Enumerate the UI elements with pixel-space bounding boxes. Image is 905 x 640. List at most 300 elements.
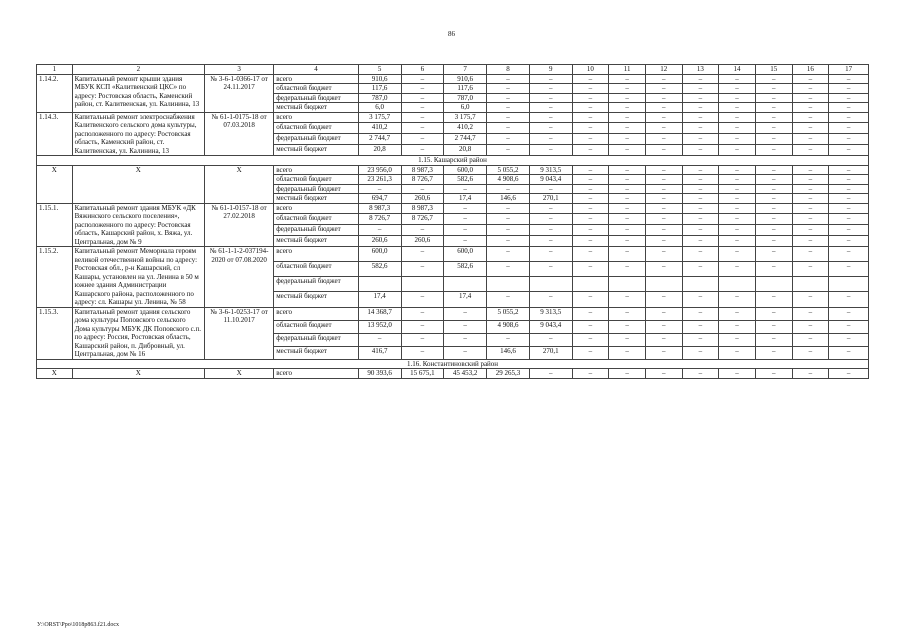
value-cell: – <box>755 123 792 134</box>
value-cell: 410,2 <box>444 123 487 134</box>
value-cell: – <box>719 307 756 320</box>
column-number: 3 <box>205 65 274 75</box>
value-cell: – <box>682 74 719 84</box>
value-cell: – <box>645 292 682 307</box>
value-cell: 260,6 <box>401 236 444 247</box>
value-cell: – <box>719 247 756 262</box>
funding-source: федеральный бюджет <box>274 333 359 346</box>
funding-source: федеральный бюджет <box>274 184 359 194</box>
value-cell: – <box>719 184 756 194</box>
funding-source: областной бюджет <box>274 214 359 225</box>
value-cell: – <box>529 93 572 103</box>
value-cell: – <box>792 203 829 214</box>
value-cell: – <box>401 112 444 123</box>
value-cell: 117,6 <box>358 84 401 94</box>
item-name: Капитальный ремонт крыши здания МБУК КСП «Калитвенский ЦКС» по адресу: Ростовская область, Каменский район, ст. Калитвенская, ул. Калинина, 13 <box>72 74 204 112</box>
value-cell: – <box>444 184 487 194</box>
value-cell: – <box>487 236 530 247</box>
value-cell: 6,0 <box>358 103 401 113</box>
value-cell: – <box>755 103 792 113</box>
value-cell: 8 987,3 <box>358 203 401 214</box>
item-name: Х <box>72 369 204 379</box>
value-cell: 6,0 <box>444 103 487 113</box>
value-cell: – <box>487 214 530 225</box>
value-cell: – <box>682 333 719 346</box>
value-cell: – <box>682 184 719 194</box>
value-cell: – <box>487 292 530 307</box>
value-cell: – <box>682 369 719 379</box>
value-cell: – <box>829 307 869 320</box>
value-cell: – <box>609 103 646 113</box>
value-cell: – <box>609 292 646 307</box>
value-cell: – <box>609 134 646 145</box>
item-name: Капитальный ремонт здания сельского дома культуры Поповского сельского Дома культуры МБУК ДК Поповского с.п. по адресу: Россия, Ростовская область, Кашарский район, п. Дибровный, ул. Центральная, дом № 16 <box>72 307 204 359</box>
value-cell: – <box>682 225 719 236</box>
value-cell: – <box>487 145 530 156</box>
value-cell: – <box>829 194 869 204</box>
value-cell: – <box>755 175 792 185</box>
value-cell <box>401 277 444 292</box>
value-cell: – <box>645 225 682 236</box>
value-cell: – <box>609 194 646 204</box>
value-cell: – <box>645 134 682 145</box>
value-cell: – <box>529 112 572 123</box>
item-number: 1.15.3. <box>37 307 73 359</box>
value-cell: – <box>829 225 869 236</box>
value-cell: – <box>755 320 792 333</box>
value-cell: – <box>792 346 829 359</box>
value-cell: – <box>358 184 401 194</box>
value-cell: – <box>358 333 401 346</box>
value-cell: – <box>682 134 719 145</box>
value-cell: 90 393,6 <box>358 369 401 379</box>
value-cell: – <box>755 134 792 145</box>
item-name: Капитальный ремонт электроснабжения Калитвенского сельского дома культуры, расположенного по адресу: Ростовская область, Каменский район, ст. Калитвенская, ул. Калинина, 13 <box>72 112 204 156</box>
value-cell: – <box>755 165 792 175</box>
value-cell: – <box>792 145 829 156</box>
funding-source: областной бюджет <box>274 175 359 185</box>
value-cell: 410,2 <box>358 123 401 134</box>
value-cell <box>444 277 487 292</box>
column-number: 14 <box>719 65 756 75</box>
value-cell: – <box>829 74 869 84</box>
value-cell: – <box>645 320 682 333</box>
value-cell: – <box>792 165 829 175</box>
value-cell: – <box>444 203 487 214</box>
funding-source: областной бюджет <box>274 262 359 277</box>
value-cell: 8 726,7 <box>401 175 444 185</box>
value-cell: – <box>755 112 792 123</box>
value-cell: – <box>645 145 682 156</box>
value-cell: – <box>401 145 444 156</box>
column-number: 5 <box>358 65 401 75</box>
value-cell: – <box>609 123 646 134</box>
value-cell: – <box>792 175 829 185</box>
value-cell: – <box>572 203 609 214</box>
value-cell: – <box>719 214 756 225</box>
value-cell: – <box>682 194 719 204</box>
funding-source: местный бюджет <box>274 346 359 359</box>
column-number: 16 <box>792 65 829 75</box>
value-cell: – <box>829 262 869 277</box>
value-cell: 45 453,2 <box>444 369 487 379</box>
value-cell: – <box>645 103 682 113</box>
value-cell: – <box>682 112 719 123</box>
value-cell: – <box>487 333 530 346</box>
funding-source: всего <box>274 112 359 123</box>
value-cell: 582,6 <box>444 262 487 277</box>
item-number: 1.15.2. <box>37 247 73 308</box>
funding-source: местный бюджет <box>274 194 359 204</box>
value-cell: – <box>719 93 756 103</box>
value-cell: – <box>755 346 792 359</box>
section-title: 1.16. Константиновский район <box>37 359 869 369</box>
value-cell: – <box>792 194 829 204</box>
funding-source: местный бюджет <box>274 236 359 247</box>
value-cell: – <box>682 236 719 247</box>
value-cell: – <box>401 262 444 277</box>
value-cell: – <box>719 74 756 84</box>
value-cell: – <box>572 333 609 346</box>
value-cell: – <box>487 93 530 103</box>
value-cell: – <box>645 84 682 94</box>
value-cell: – <box>829 214 869 225</box>
value-cell: – <box>645 93 682 103</box>
value-cell: – <box>682 145 719 156</box>
value-cell: 2 744,7 <box>444 134 487 145</box>
section-row <box>37 156 869 166</box>
value-cell: – <box>572 93 609 103</box>
value-cell: – <box>645 236 682 247</box>
value-cell: – <box>572 184 609 194</box>
value-cell: – <box>444 225 487 236</box>
value-cell: 17,4 <box>444 194 487 204</box>
value-cell: 2 744,7 <box>358 134 401 145</box>
value-cell: – <box>755 236 792 247</box>
item-name: Капитальный ремонт Мемориала героям великой отечественной войны по адресу: Ростовская обл., р-н Кашарский, сл Кашары, установлен на ул. Ленина в 50 м южнее здания Администрации Кашарского района, расположенного по адресу: сл. Кашары ул. Ленина, № 58 <box>72 247 204 308</box>
value-cell: – <box>645 123 682 134</box>
value-cell: – <box>755 194 792 204</box>
value-cell: – <box>609 175 646 185</box>
value-cell: – <box>645 346 682 359</box>
value-cell: – <box>609 262 646 277</box>
value-cell: – <box>572 145 609 156</box>
value-cell: – <box>645 184 682 194</box>
value-cell: 260,6 <box>358 236 401 247</box>
value-cell: – <box>609 333 646 346</box>
value-cell: – <box>645 214 682 225</box>
value-cell <box>529 277 572 292</box>
value-cell <box>358 277 401 292</box>
value-cell: 3 175,7 <box>358 112 401 123</box>
value-cell: – <box>755 307 792 320</box>
value-cell: – <box>755 145 792 156</box>
value-cell: 416,7 <box>358 346 401 359</box>
value-cell: – <box>792 103 829 113</box>
value-cell: – <box>829 333 869 346</box>
value-cell: – <box>645 203 682 214</box>
value-cell: – <box>755 262 792 277</box>
value-cell: – <box>682 123 719 134</box>
value-cell: – <box>792 333 829 346</box>
value-cell: – <box>487 123 530 134</box>
value-cell: 9 043,4 <box>529 320 572 333</box>
value-cell: – <box>401 247 444 262</box>
value-cell: 14 368,7 <box>358 307 401 320</box>
value-cell: – <box>487 184 530 194</box>
page-number: 86 <box>448 30 455 38</box>
value-cell <box>487 277 530 292</box>
value-cell: – <box>572 84 609 94</box>
value-cell: – <box>829 292 869 307</box>
value-cell: – <box>529 134 572 145</box>
value-cell: – <box>609 84 646 94</box>
value-cell: – <box>529 184 572 194</box>
item-name: Капитальный ремонт здания МБУК «ДК Вяжинского сельского поселения», расположенного по адресу: Ростовская область, Кашарский район, х. Вяжа, ул. Центральная, дом № 9 <box>72 203 204 247</box>
value-cell: – <box>609 225 646 236</box>
funding-source: федеральный бюджет <box>274 134 359 145</box>
value-cell: – <box>719 346 756 359</box>
funding-source: федеральный бюджет <box>274 225 359 236</box>
value-cell: 17,4 <box>444 292 487 307</box>
value-cell: – <box>682 346 719 359</box>
value-cell: – <box>645 194 682 204</box>
value-cell: – <box>719 112 756 123</box>
value-cell: – <box>829 145 869 156</box>
item-number: Х <box>37 165 73 203</box>
value-cell: – <box>719 194 756 204</box>
value-cell: – <box>572 346 609 359</box>
table-row <box>37 74 869 84</box>
value-cell: – <box>444 236 487 247</box>
value-cell: – <box>401 320 444 333</box>
value-cell: – <box>401 346 444 359</box>
value-cell: – <box>829 346 869 359</box>
value-cell <box>719 277 756 292</box>
value-cell: 8 987,3 <box>401 203 444 214</box>
value-cell: – <box>529 247 572 262</box>
column-number: 8 <box>487 65 530 75</box>
item-document: № 3-6-1-0366-17 от 24.11.2017 <box>205 74 274 112</box>
table-row <box>37 203 869 214</box>
value-cell: – <box>645 112 682 123</box>
item-document: № 3-6-1-0253-17 от 11.10.2017 <box>205 307 274 359</box>
value-cell: – <box>829 165 869 175</box>
value-cell: 146,6 <box>487 346 530 359</box>
value-cell: – <box>792 112 829 123</box>
item-document: Х <box>205 165 274 203</box>
value-cell: – <box>829 134 869 145</box>
funding-source: всего <box>274 247 359 262</box>
value-cell: – <box>572 262 609 277</box>
column-number: 17 <box>829 65 869 75</box>
value-cell: – <box>572 165 609 175</box>
value-cell <box>792 277 829 292</box>
value-cell: 23 956,0 <box>358 165 401 175</box>
funding-source: областной бюджет <box>274 123 359 134</box>
value-cell: – <box>529 74 572 84</box>
value-cell: – <box>529 225 572 236</box>
value-cell: – <box>609 145 646 156</box>
value-cell: – <box>401 93 444 103</box>
value-cell: 8 726,7 <box>358 214 401 225</box>
value-cell <box>682 277 719 292</box>
column-number: 12 <box>645 65 682 75</box>
value-cell: – <box>572 307 609 320</box>
value-cell: – <box>755 93 792 103</box>
value-cell: – <box>829 203 869 214</box>
value-cell: 4 908,6 <box>487 320 530 333</box>
value-cell: – <box>572 103 609 113</box>
column-number: 4 <box>274 65 359 75</box>
funding-source: местный бюджет <box>274 292 359 307</box>
item-number: 1.14.2. <box>37 74 73 112</box>
table-row <box>37 307 869 320</box>
value-cell <box>829 277 869 292</box>
value-cell: – <box>829 103 869 113</box>
value-cell: – <box>792 247 829 262</box>
value-cell: – <box>719 369 756 379</box>
value-cell: – <box>609 247 646 262</box>
value-cell: – <box>401 134 444 145</box>
column-number: 7 <box>444 65 487 75</box>
value-cell: – <box>829 236 869 247</box>
value-cell: – <box>792 134 829 145</box>
funding-source: местный бюджет <box>274 103 359 113</box>
value-cell: 29 265,3 <box>487 369 530 379</box>
value-cell: – <box>682 307 719 320</box>
table-row <box>37 112 869 123</box>
value-cell: – <box>829 123 869 134</box>
value-cell: – <box>529 103 572 113</box>
value-cell: 270,1 <box>529 194 572 204</box>
value-cell: – <box>829 369 869 379</box>
value-cell: – <box>719 203 756 214</box>
value-cell: 260,6 <box>401 194 444 204</box>
value-cell: – <box>645 307 682 320</box>
value-cell: – <box>645 247 682 262</box>
value-cell: 787,0 <box>444 93 487 103</box>
table-row <box>37 165 869 175</box>
value-cell: – <box>755 84 792 94</box>
value-cell: – <box>719 84 756 94</box>
value-cell: – <box>444 346 487 359</box>
value-cell: – <box>358 225 401 236</box>
value-cell: – <box>609 307 646 320</box>
value-cell: 4 908,6 <box>487 175 530 185</box>
value-cell: – <box>682 175 719 185</box>
value-cell: – <box>755 214 792 225</box>
value-cell: – <box>645 74 682 84</box>
value-cell: – <box>682 292 719 307</box>
funding-source: всего <box>274 369 359 379</box>
value-cell: – <box>572 175 609 185</box>
value-cell: – <box>829 112 869 123</box>
value-cell: – <box>792 307 829 320</box>
value-cell: 5 055,2 <box>487 307 530 320</box>
item-document: № 61-1-0175-18 от 07.03.2018 <box>205 112 274 156</box>
value-cell: – <box>609 346 646 359</box>
value-cell: – <box>829 84 869 94</box>
column-number: 6 <box>401 65 444 75</box>
value-cell: – <box>401 307 444 320</box>
value-cell <box>645 277 682 292</box>
value-cell: – <box>792 84 829 94</box>
value-cell: – <box>792 292 829 307</box>
item-number: Х <box>37 369 73 379</box>
value-cell: – <box>792 184 829 194</box>
value-cell <box>572 277 609 292</box>
table-row <box>37 247 869 262</box>
footer-path: У:\ORST\Ppo\1018p863.f21.docx <box>37 622 120 628</box>
value-cell: 600,0 <box>358 247 401 262</box>
value-cell: – <box>609 203 646 214</box>
value-cell: – <box>572 214 609 225</box>
value-cell: 3 175,7 <box>444 112 487 123</box>
value-cell: – <box>529 333 572 346</box>
value-cell: 787,0 <box>358 93 401 103</box>
column-number: 1 <box>37 65 73 75</box>
value-cell: – <box>529 123 572 134</box>
value-cell: – <box>572 123 609 134</box>
value-cell: – <box>682 214 719 225</box>
value-cell: 910,6 <box>358 74 401 84</box>
value-cell: – <box>487 84 530 94</box>
column-number: 2 <box>72 65 204 75</box>
value-cell: – <box>792 123 829 134</box>
value-cell: – <box>719 134 756 145</box>
item-document: № 61-1-0157-18 от 27.02.2018 <box>205 203 274 247</box>
value-cell: – <box>755 292 792 307</box>
value-cell: – <box>682 93 719 103</box>
value-cell: 5 055,2 <box>487 165 530 175</box>
value-cell: – <box>792 93 829 103</box>
value-cell: – <box>829 93 869 103</box>
value-cell: – <box>719 103 756 113</box>
funding-source: федеральный бюджет <box>274 277 359 292</box>
column-number: 13 <box>682 65 719 75</box>
funding-source: всего <box>274 74 359 84</box>
value-cell: 117,6 <box>444 84 487 94</box>
value-cell: 146,6 <box>487 194 530 204</box>
value-cell: – <box>529 214 572 225</box>
value-cell: 17,4 <box>358 292 401 307</box>
value-cell: – <box>719 333 756 346</box>
section-title: 1.15. Кашарский район <box>37 156 869 166</box>
value-cell: – <box>829 184 869 194</box>
value-cell: 600,0 <box>444 247 487 262</box>
value-cell: – <box>609 369 646 379</box>
value-cell: – <box>609 112 646 123</box>
item-name: Х <box>72 165 204 203</box>
value-cell: – <box>719 175 756 185</box>
value-cell: – <box>755 184 792 194</box>
funding-source: местный бюджет <box>274 145 359 156</box>
value-cell: – <box>755 203 792 214</box>
value-cell: – <box>682 320 719 333</box>
item-number: 1.14.3. <box>37 112 73 156</box>
value-cell: – <box>487 112 530 123</box>
value-cell: – <box>792 225 829 236</box>
value-cell: – <box>609 184 646 194</box>
funding-source: всего <box>274 307 359 320</box>
value-cell: – <box>755 225 792 236</box>
value-cell: – <box>609 74 646 84</box>
table-row <box>37 369 869 379</box>
funding-source: всего <box>274 203 359 214</box>
value-cell: – <box>529 84 572 94</box>
value-cell: – <box>487 247 530 262</box>
